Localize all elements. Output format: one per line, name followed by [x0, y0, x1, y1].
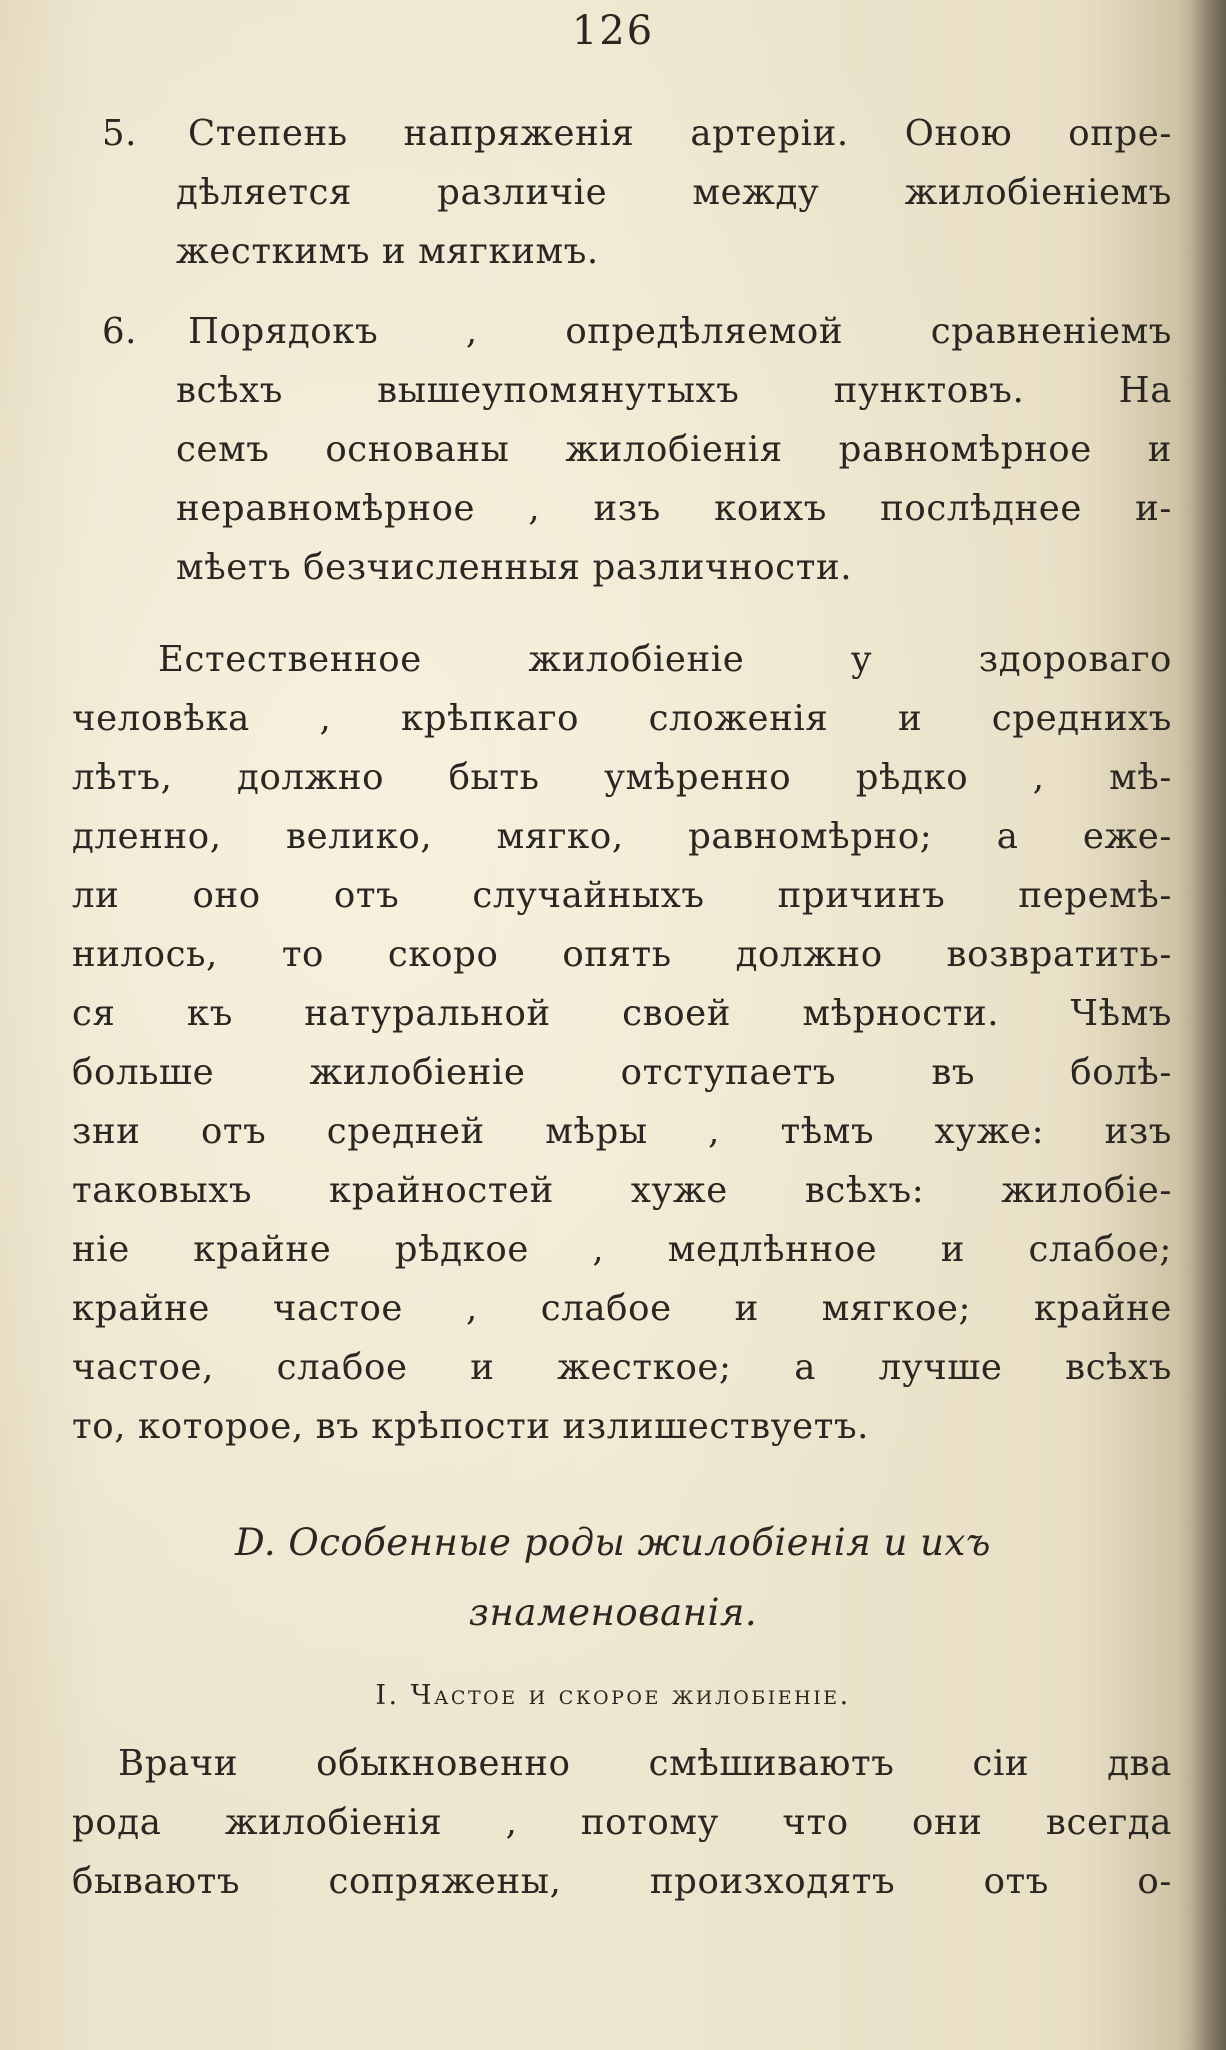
list-item-6-line-1: 6. Порядокъ , опредѣляемой сравненіемъ: [72, 302, 1172, 361]
paragraph-line: то, которое, въ крѣпости излишествуетъ.: [72, 1406, 870, 1447]
paragraph-line: Естественное жилобіеніе у здороваго: [158, 639, 1172, 680]
list-item-6: [72, 302, 1172, 597]
subsection-heading-i: I. Частое и скорое жилобіеніе.: [375, 1680, 851, 1711]
list-item-5-line-2: дѣляется различіе между жилобіеніемъ: [176, 172, 1172, 213]
paragraph-line: больше жилобіеніе отступаетъ въ болѣ-: [72, 1052, 1172, 1093]
list-item-5-number: 5.: [102, 113, 138, 154]
page-number: 126: [571, 8, 655, 54]
list-item-6-number: 6.: [102, 311, 138, 352]
list-item-5-line-3: жесткимъ и мягкимъ.: [176, 231, 599, 272]
list-item-6-line-4: неравномѣрное , изъ коихъ послѣднее и-: [176, 488, 1172, 529]
paragraph-line: ли оно отъ случайныхъ причинъ перемѣ-: [72, 875, 1172, 916]
paragraph-line: частое, слабое и жесткое; а лучше всѣхъ: [72, 1347, 1172, 1388]
list-item-5-line-1: 5. Степень напряженія артеріи. Оною опре-: [72, 104, 1172, 163]
paragraph-line: Врачи обыкновенно смѣшиваютъ сіи два: [118, 1743, 1172, 1784]
paragraph-line: человѣка , крѣпкаго сложенія и среднихъ: [72, 698, 1172, 739]
section-heading-d-line-1: D. Особенные роды жилобіенія и ихъ: [235, 1521, 991, 1564]
paragraph-line: крайне частое , слабое и мягкое; крайне: [72, 1288, 1172, 1329]
paragraph-line: таковыхъ крайностей хуже всѣхъ: жилобіе-: [72, 1170, 1172, 1211]
paragraph-line: нилось, то скоро опять должно возвратить-: [72, 934, 1172, 975]
paragraph-line: дленно, велико, мягко, равномѣрно; а еже-: [72, 816, 1172, 857]
paragraph-line: ся къ натуральной своей мѣрности. Чѣмъ: [72, 993, 1172, 1034]
section-heading-d: [0, 1508, 1226, 1648]
list-item-5: [72, 104, 1172, 281]
paragraph-natural-pulse: [72, 630, 1172, 1456]
paragraph-doctors: [72, 1734, 1172, 1911]
paragraph-line: рода жилобіенія , потому что они всегда: [72, 1802, 1172, 1843]
list-item-6-line-3: семъ основаны жилобіенія равномѣрное и: [176, 429, 1172, 470]
paragraph-line: лѣтъ, должно быть умѣренно рѣдко , мѣ-: [72, 757, 1172, 798]
list-item-6-line-5: мѣетъ безчисленныя различности.: [176, 547, 853, 588]
paragraph-line: ніе крайне рѣдкое , медлѣнное и слабое;: [72, 1229, 1172, 1270]
list-item-6-line-2: всѣхъ вышеупомянутыхъ пунктовъ. На: [176, 370, 1172, 411]
section-heading-d-line-2: знаменованія.: [468, 1591, 758, 1634]
paragraph-line: бываютъ сопряжены, произходятъ отъ о-: [72, 1861, 1172, 1902]
paragraph-line: зни отъ средней мѣры , тѣмъ хуже: изъ: [72, 1111, 1172, 1152]
